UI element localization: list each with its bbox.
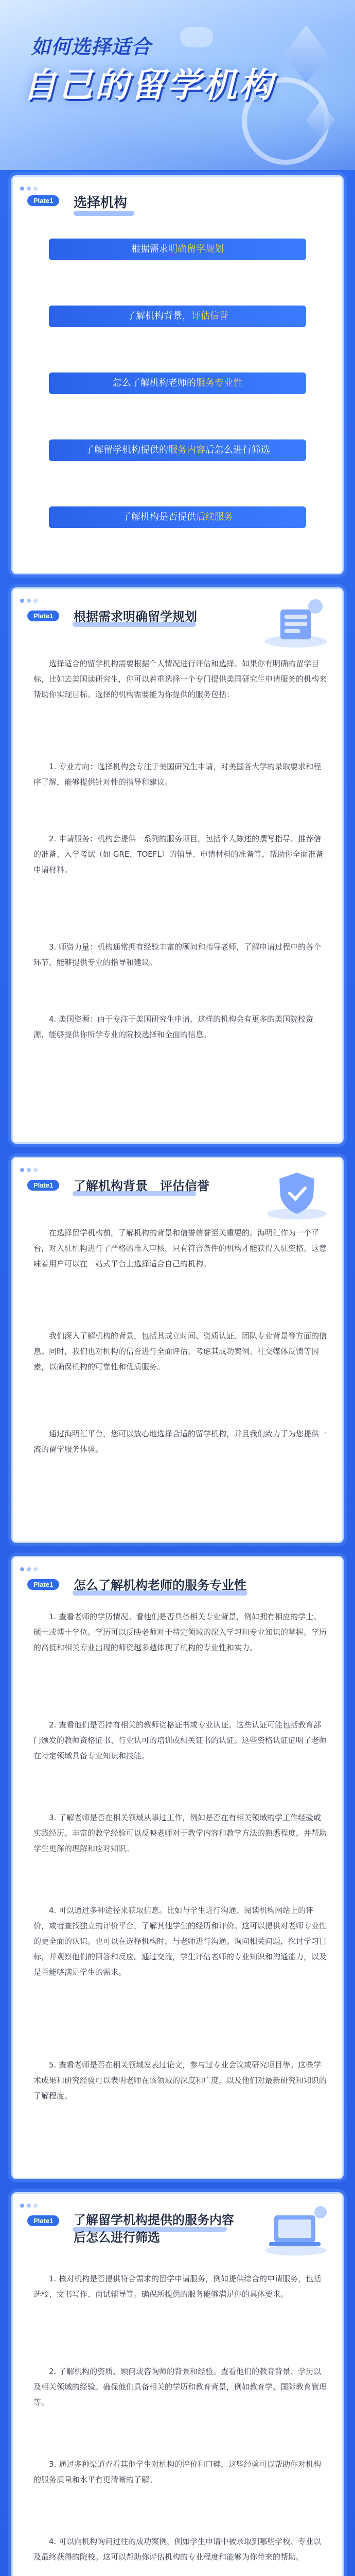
plate-tag: Plate1	[27, 195, 59, 206]
plate-tag: Plate1	[27, 1180, 59, 1191]
overview-card	[11, 175, 344, 574]
list-item: 4. 美国资源：由于专注于美国研究生申请，这样的机构会有更多的美国院校资源，能够提供你所学专业的院校选择和全面的信息。	[33, 1014, 314, 1039]
section-card-4	[11, 2192, 344, 2576]
list-item: 4. 可以向机构询问过往的成功案例，例如学生申请中被录取到哪些学校、专业以及最终获得的院校。这可以帮助你评估机构的专业程度和能够为你带来的帮助。	[33, 2537, 322, 2562]
list-item: 2. 申请服务：机构会提供一系列的服务项目，包括个人陈述的撰写指导、推荐信的准备、入学考试（如 GRE、TOEFL）的辅导、申请材料的准备等，帮助你全面准备申请材料。	[33, 834, 324, 874]
list-item: 3. 了解老师是否在相关领域从事过工作，例如是否在有相关领域的学工作经验或实践经历。丰富的教学经验可以反映老师对于教学内容和教学方法的熟悉程度，并帮助学生更深的理解和应对知识。	[33, 1813, 327, 1853]
list-item: 1. 核对机构是否提供符合需求的留学申请服务，例如提供综合的申请服务，包括选校、文书写作、面试辅导等。确保所提供的服务能够满足你的具体要求。	[33, 2274, 322, 2299]
toc-highlight: 服务专业性	[196, 378, 242, 388]
section-card-2	[11, 1157, 344, 1543]
toc-item-2[interactable]	[49, 306, 306, 327]
shield-illustration	[256, 1165, 333, 1222]
section-card-3	[11, 1556, 344, 2179]
list-item: 3. 师资力量：机构通常拥有经验丰富的顾问和指导老师，了解申请过程中的各个环节，能够提供专业的指导和建议。	[33, 942, 322, 967]
toc-item-3[interactable]	[49, 372, 306, 394]
hero-title-line1: 如何选择适合	[31, 36, 152, 58]
hero-title-line2: 自己的留学机构	[23, 65, 275, 105]
chat-bubble-icon	[180, 27, 213, 47]
overview-title: 选择机构	[74, 195, 128, 211]
paragraph: 我们深入了解机构的背景，包括其成立时间、资质认证、团队专业背景等方面的信息。同时，我们也对机构的信誉进行全面评估，考虑其成功案例、社交媒体反馈等因素，以确保机构的可靠性和优质服务。	[33, 1331, 327, 1371]
toc-highlight: 评估信誉	[191, 311, 228, 321]
toc-highlight: 服务内容	[168, 445, 205, 455]
plate-tag: Plate1	[27, 611, 59, 621]
toc-text: 后怎么进行筛选	[205, 445, 270, 455]
laptop-illustration	[256, 2201, 333, 2258]
section-title: 怎么了解机构老师的服务专业性	[74, 1578, 246, 1592]
toc-text: 了解机构背景，	[127, 311, 191, 321]
window-dots	[20, 1564, 43, 1569]
section-card-1	[11, 587, 344, 1144]
title-underline	[74, 211, 134, 216]
paragraph: 通过海明汇平台，您可以放心地选择合适的留学机构，并且我们致力于为您提供一流的留学服务体验。	[33, 1429, 327, 1454]
list-item: 4. 可以通过多种途径来获取信息。比如与学生进行沟通、阅读机构网站上的评价，或者查找独立的评价平台，了解其他学生的经历和评价。这可以提供对老师专业性的更全面的认识。也可以在选择机构时，与老师进行沟通。询问相关问题，探讨学习目标，并观察他们的回答和反应。通过交流，学生评估老师的专业知识和沟通能力，以及是否能够满足学生的需求。	[33, 1906, 327, 1977]
section-title: 了解留学机构提供的服务内容后怎么进行筛选	[74, 2213, 234, 2245]
window-dots	[20, 2200, 43, 2205]
toc-item-5[interactable]	[49, 506, 306, 528]
toc-item-1[interactable]	[49, 239, 306, 260]
window-dots	[20, 595, 43, 600]
section-title: 了解机构背景 评估信誉	[74, 1179, 209, 1193]
toc-item-4[interactable]	[49, 439, 306, 461]
list-item: 3. 通过多种渠道查看其他学生对机构的评价和口碑，这些经验可以帮助你对机构的服务质量和水平有更清晰的了解。	[33, 2460, 322, 2484]
list-item: 1. 查看老师的学历情况。看他们是否具备相关专业背景，例如拥有相应的学士、硕士或博士学位。学历可以反映老师对于特定领域的深入学习和专业知识的掌握。学历的高低和相关专业出现的师资越多越体现了机构的专业性和实力。	[33, 1612, 327, 1652]
toc-text: 怎么了解机构老师的	[113, 378, 196, 388]
section-title: 根据需求明确留学规划	[74, 609, 197, 624]
cloud-server-illustration	[256, 594, 333, 651]
paragraph: 选择适合的留学机构需要根据个人情况进行评估和选择。如果你有明确的留学目标，比如去美国读研究生，你可以着重选择一个专门提供美国研究生申请服务的机构来帮助你实现目标。选择的机构需要能为你提供的服务包括：	[33, 659, 327, 699]
toc-highlight: 后续服务	[196, 512, 233, 522]
list-item: 1. 专业方向：选择机构会专注于美国研究生申请，对美国各大学的录取要求和程序了解，能够提供针对性的指导和建议。	[33, 762, 322, 787]
window-dots	[20, 183, 43, 188]
hero-banner	[0, 0, 355, 170]
plate-tag: Plate1	[27, 2215, 59, 2226]
plate-tag: Plate1	[27, 1579, 59, 1590]
list-item: 5. 查看老师是否在相关领域发表过论文，参与过专业会议或研究项目等。这些学术成果和研究经验可以表明老师在该领域的深度和广度，以及他们对最新研究和知识的了解程度。	[33, 2060, 327, 2100]
paragraph: 在选择留学机构前，了解机构的背景和信誉信誉至关重要的。海明汇作为一个平台，对入驻机构进行了严格的准入审核，只有符合条件的机构才能获得入驻资格。这意味着用户可以在一站式平台上选择适合自己的机构。	[33, 1228, 327, 1268]
cube-decoration	[284, 25, 328, 83]
toc-text: 了解留学机构提供的	[85, 445, 168, 455]
list-item: 2. 了解机构的资质、顾问或咨询师的背景和经验。查看他们的教育背景、学历以及相关领域的经验。确保他们具备相关的学历和教育背景，例如教育学、国际教育管理等。	[33, 2367, 327, 2407]
window-dots	[20, 1164, 43, 1170]
toc-highlight: 明确留学规划	[168, 244, 224, 255]
toc-text: 根据需求	[131, 244, 168, 255]
toc-text: 了解机构是否提供	[122, 512, 196, 522]
overview-tag	[27, 195, 59, 206]
list-item: 2. 查看他们是否持有相关的教师资格证书或专业认证。这些认证可能包括教育部门颁发的教师资格证书、行业认可的培训或相关证书的认证。这些资格认证证明了老师在特定领域具备专业知识和技能。	[33, 1720, 327, 1760]
